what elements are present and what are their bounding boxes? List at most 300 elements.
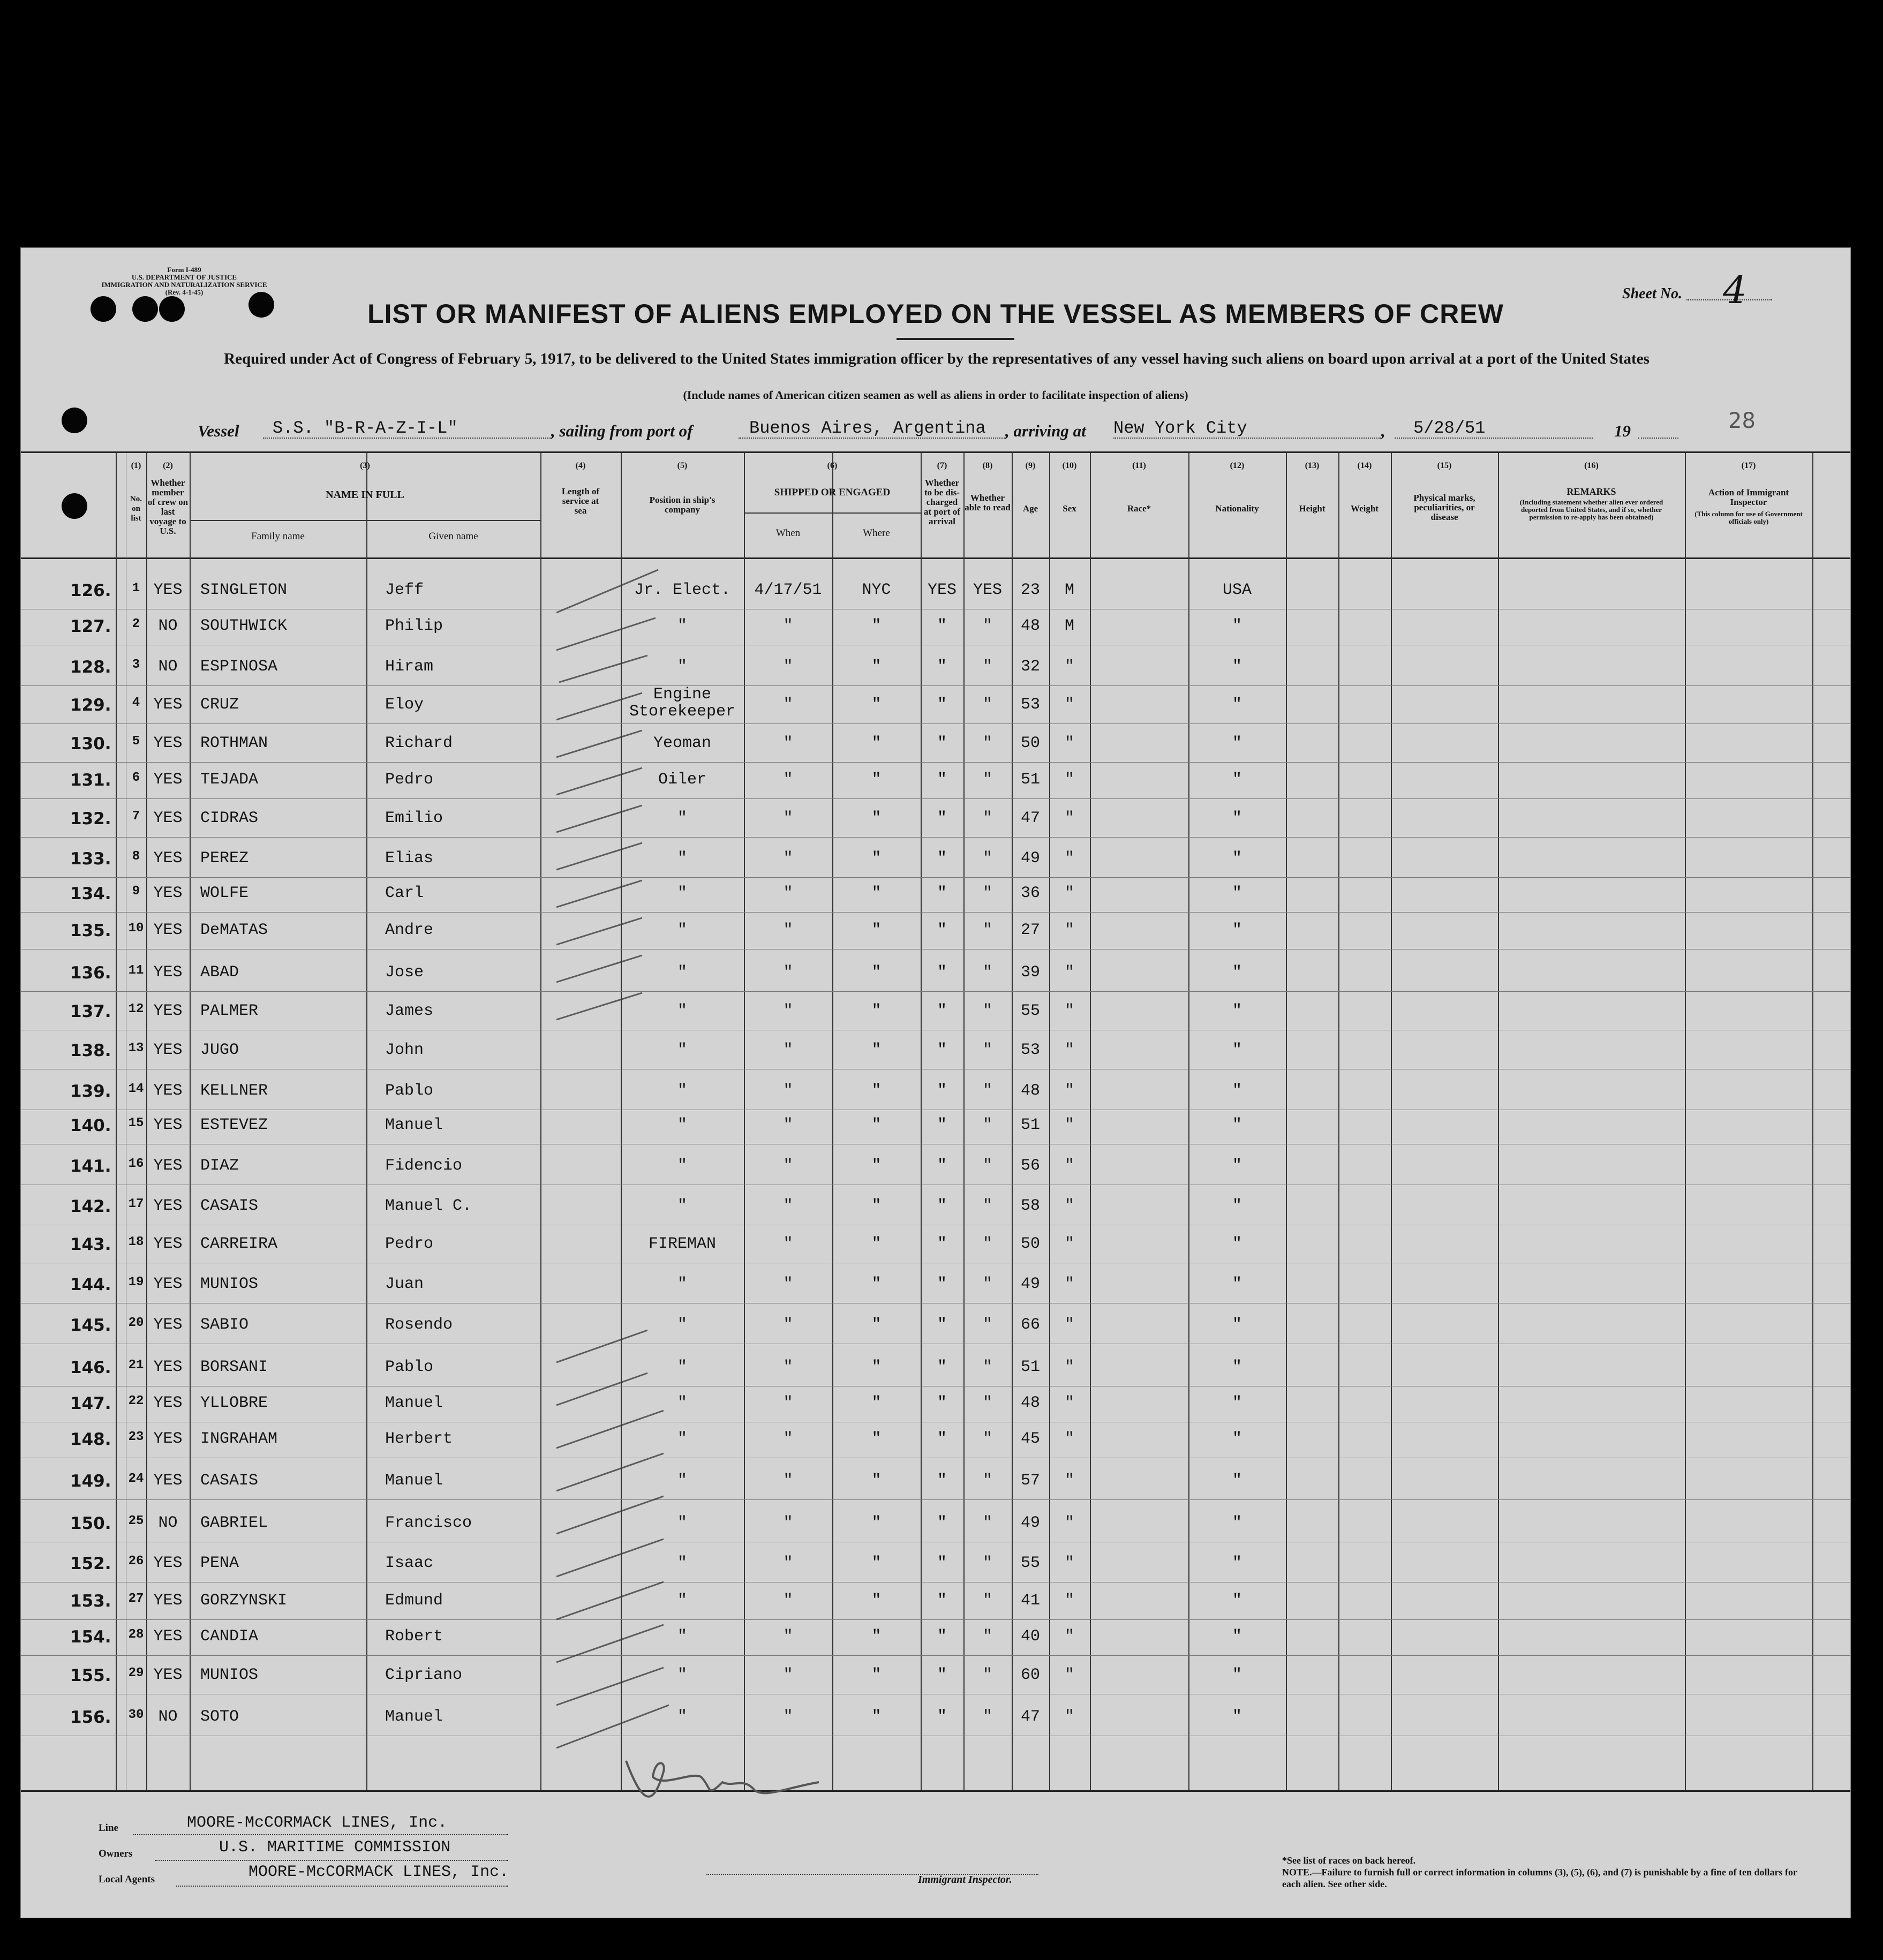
list-prefix: 141. [70, 1157, 111, 1176]
shipped-where-cell: " [871, 1157, 882, 1175]
row-number: 9 [132, 884, 140, 899]
shipped-where-cell: " [871, 1116, 882, 1134]
age-cell: 48 [1020, 1394, 1040, 1412]
col11-header: Race* [1127, 503, 1151, 514]
column-divider [1090, 453, 1091, 1790]
discharge-cell: " [937, 1592, 947, 1610]
row-number: 12 [128, 1002, 144, 1016]
shipped-when-cell: " [783, 734, 793, 752]
position-cell: Yeoman [653, 734, 712, 752]
given-name-cell: Fidencio [385, 1157, 463, 1175]
list-prefix: 138. [70, 1041, 111, 1060]
position-cell: " [677, 921, 687, 939]
position-cell: Jr. Elect. [634, 581, 731, 599]
list-prefix: 129. [70, 696, 111, 715]
sheet-number-label: Sheet No. [1622, 285, 1682, 302]
year-line [1638, 438, 1678, 439]
discharge-cell: " [937, 1197, 947, 1215]
col9-number: (9) [1025, 461, 1036, 470]
column-divider [1338, 453, 1339, 1790]
last-voyage-cell: YES [153, 1472, 183, 1490]
given-name-cell: Manuel [385, 1394, 443, 1412]
shipped-when-cell: " [783, 849, 793, 868]
nationality-cell: " [1232, 1514, 1242, 1532]
col3b-header: Given name [428, 531, 478, 542]
age-cell: 36 [1020, 884, 1040, 902]
discharge-cell: " [937, 696, 947, 714]
age-cell: 49 [1020, 849, 1040, 868]
position-cell: " [677, 809, 687, 827]
position-cell: Oiler [658, 771, 706, 789]
row-number: 8 [132, 849, 140, 864]
last-voyage-cell: YES [153, 1116, 183, 1134]
last-voyage-cell: YES [153, 1627, 183, 1646]
col1-number: (1) [131, 461, 141, 470]
list-prefix: 152. [70, 1554, 111, 1573]
col1-header: No. on list [130, 495, 142, 523]
age-cell: 53 [1020, 696, 1040, 714]
discharge-cell: " [937, 1002, 947, 1020]
page-title: LIST OR MANIFEST OF ALIENS EMPLOYED ON THE VESSEL AS MEMBERS OF CREW [367, 299, 1504, 329]
able-to-read-cell: " [982, 1514, 992, 1532]
punch-hole [62, 493, 87, 519]
sex-cell: " [1064, 1041, 1074, 1059]
shipped-where-cell: " [871, 1358, 882, 1376]
sex-cell: " [1064, 1197, 1074, 1215]
family-name-cell: PEREZ [200, 849, 249, 868]
family-name-cell: SINGLETON [200, 581, 288, 599]
list-prefix: 130. [70, 734, 111, 753]
discharge-cell: " [937, 1316, 947, 1334]
revision: (Rev. 4-1-45) [165, 288, 204, 296]
list-prefix: 126. [70, 581, 111, 600]
row-number: 3 [132, 658, 140, 672]
given-name-cell: Pedro [385, 771, 434, 789]
line-label: Line [99, 1822, 118, 1834]
col8-header: Whether able to read [965, 493, 1011, 512]
col14-header: Weight [1351, 503, 1379, 514]
shipped-where-cell: " [871, 771, 882, 789]
discharge-cell: " [937, 658, 947, 676]
family-name-cell: CARREIRA [200, 1235, 278, 1253]
last-voyage-cell: YES [153, 1235, 183, 1253]
position-cell: FIREMAN [648, 1235, 717, 1253]
able-to-read-cell: " [982, 1275, 992, 1293]
nationality-cell: " [1232, 884, 1242, 902]
shipped-where-cell: " [871, 884, 882, 902]
row-number: 21 [128, 1358, 144, 1373]
row-number: 30 [128, 1708, 144, 1722]
able-to-read-cell: " [982, 1627, 992, 1646]
shipped-when-cell: " [783, 1157, 793, 1175]
able-to-read-cell: " [982, 734, 992, 752]
family-name-cell: CRUZ [200, 696, 239, 714]
family-name-cell: ESTEVEZ [200, 1116, 268, 1134]
sex-cell: " [1064, 884, 1074, 902]
col2-header: Whether member of crew on last voyage to U.S. [147, 478, 189, 536]
shipped-when-cell: " [783, 1394, 793, 1412]
shipped-when-cell: " [783, 1472, 793, 1490]
col15-header: Physical marks, peculiarities, or disease [1413, 493, 1475, 522]
shipped-where-cell: " [871, 1627, 882, 1646]
shipped-where-cell: " [871, 921, 882, 939]
sex-cell: " [1064, 1235, 1074, 1253]
list-prefix: 156. [70, 1708, 111, 1727]
age-cell: 50 [1020, 1235, 1040, 1253]
last-voyage-cell: YES [153, 1275, 183, 1293]
family-name-cell: BORSANI [200, 1358, 268, 1376]
col14-number: (14) [1357, 461, 1372, 470]
age-cell: 39 [1020, 963, 1040, 982]
sex-cell: " [1064, 1627, 1074, 1646]
given-name-cell: Isaac [385, 1554, 434, 1572]
column-divider [1286, 453, 1287, 1790]
family-name-cell: SOTO [200, 1708, 239, 1726]
col17-header: Action of Immigrant Inspector [1708, 487, 1789, 507]
row-number: 13 [128, 1041, 144, 1056]
last-voyage-cell: YES [153, 771, 183, 789]
name-subheader-rule [190, 520, 540, 521]
last-voyage-cell: YES [153, 1082, 183, 1100]
list-prefix: 127. [70, 617, 111, 636]
nationality-cell: " [1232, 1235, 1242, 1253]
form-number: Form I-489 [167, 266, 201, 274]
shipped-subheader-rule [744, 512, 921, 514]
column-divider [366, 453, 367, 1790]
age-cell: 53 [1020, 1041, 1040, 1059]
shipped-where-cell: " [871, 1197, 882, 1215]
given-name-cell: Philip [385, 617, 443, 635]
family-name-cell: DIAZ [200, 1157, 239, 1175]
given-name-cell: Jeff [385, 581, 424, 599]
nationality-cell: " [1232, 1197, 1242, 1215]
shipped-where-cell: " [871, 1554, 882, 1572]
column-divider [1498, 453, 1499, 1790]
shipped-when-cell: " [783, 696, 793, 714]
vessel-label: Vessel [198, 421, 239, 440]
date-stamp: 28 [1728, 409, 1756, 433]
shipped-when-cell: " [783, 963, 793, 982]
shipped-when-cell: " [783, 1316, 793, 1334]
family-name-cell: ROTHMAN [200, 734, 268, 752]
sex-cell: " [1064, 849, 1074, 868]
owners-name: U.S. MARITIME COMMISSION [219, 1838, 451, 1857]
shipped-when-cell: 4/17/51 [754, 581, 822, 599]
family-name-cell: DeMATAS [200, 921, 268, 939]
col9-header: Age [1022, 503, 1038, 514]
sex-cell: " [1064, 1316, 1074, 1334]
given-name-cell: Richard [385, 734, 453, 752]
position-cell: " [677, 1666, 687, 1684]
last-voyage-cell: YES [153, 1041, 183, 1059]
sex-cell: " [1064, 1514, 1074, 1532]
last-voyage-cell: YES [153, 1197, 183, 1215]
shipped-when-cell: " [783, 1592, 793, 1610]
given-name-cell: Cipriano [385, 1666, 463, 1684]
shipped-where-cell: " [871, 1082, 882, 1100]
given-name-cell: Pablo [385, 1082, 434, 1100]
row-rule [21, 837, 1850, 838]
nationality-cell: " [1232, 1116, 1242, 1134]
position-cell: " [677, 1592, 687, 1610]
list-prefix: 132. [70, 809, 111, 828]
shipped-when-cell: " [783, 1358, 793, 1376]
able-to-read-cell: " [982, 1041, 992, 1059]
position-cell: Engine Storekeeper [629, 685, 736, 721]
nationality-cell: " [1232, 1316, 1242, 1334]
given-name-cell: Robert [385, 1627, 443, 1646]
col13-header: Height [1299, 503, 1325, 514]
age-cell: 32 [1020, 658, 1040, 676]
punch-hole [62, 408, 87, 433]
last-voyage-cell: YES [153, 849, 183, 868]
age-cell: 49 [1020, 1514, 1040, 1532]
able-to-read-cell: " [982, 1430, 992, 1448]
last-voyage-cell: YES [153, 1358, 183, 1376]
given-name-cell: Manuel [385, 1472, 443, 1490]
row-number: 22 [128, 1394, 144, 1408]
nationality-cell: " [1232, 1666, 1242, 1684]
discharge-cell: YES [927, 581, 956, 599]
col3a-header: Family name [251, 531, 305, 542]
shipped-when-cell: " [783, 771, 793, 789]
given-name-cell: Manuel [385, 1116, 443, 1134]
age-cell: 60 [1020, 1666, 1040, 1684]
last-voyage-cell: YES [153, 921, 183, 939]
position-cell: " [677, 1472, 687, 1490]
col17-number: (17) [1741, 461, 1756, 470]
sex-cell: " [1064, 1666, 1074, 1684]
age-cell: 41 [1020, 1592, 1040, 1610]
age-cell: 49 [1020, 1275, 1040, 1293]
sex-cell: " [1064, 809, 1074, 827]
col16-number: (16) [1584, 461, 1599, 470]
shipped-when-cell: " [783, 1197, 793, 1215]
sex-cell: " [1064, 963, 1074, 982]
last-voyage-cell: NO [158, 658, 178, 676]
position-cell: " [677, 1430, 687, 1448]
list-prefix: 140. [70, 1116, 111, 1135]
age-cell: 47 [1020, 1708, 1040, 1726]
list-prefix: 148. [70, 1430, 111, 1449]
col3-number: (3) [360, 461, 370, 470]
col10-number: (10) [1062, 461, 1077, 470]
col17-subheader: (This column for use of Government officials only) [1694, 510, 1803, 525]
family-name-cell: TEJADA [200, 771, 259, 789]
last-voyage-cell: YES [153, 1666, 183, 1684]
shipped-when-cell: " [783, 809, 793, 827]
discharge-cell: " [937, 1157, 947, 1175]
given-name-cell: Elias [385, 849, 434, 868]
given-name-cell: Herbert [385, 1430, 453, 1448]
row-rule [21, 685, 1850, 686]
col11-number: (11) [1132, 461, 1146, 470]
last-voyage-cell: YES [153, 581, 183, 599]
given-name-cell: Rosendo [385, 1316, 453, 1334]
shipped-where-cell: " [871, 809, 882, 827]
age-cell: 45 [1020, 1430, 1040, 1448]
family-name-cell: PALMER [200, 1002, 259, 1020]
shipped-when-cell: " [783, 1514, 793, 1532]
col8-number: (8) [982, 461, 993, 470]
col16-subheader: (Including statement whether alien ever ordered deported from United States, and if so, whether permission to re-apply has been obtained) [1519, 498, 1663, 521]
col3-header: NAME IN FULL [326, 489, 404, 501]
sex-cell: " [1064, 696, 1074, 714]
age-cell: 51 [1020, 1358, 1040, 1376]
able-to-read-cell: " [982, 696, 992, 714]
family-name-cell: CANDIA [200, 1627, 259, 1646]
family-name-cell: WOLFE [200, 884, 249, 902]
line-name: MOORE-McCORMACK LINES, Inc. [187, 1814, 448, 1832]
list-prefix: 150. [70, 1514, 111, 1533]
discharge-cell: " [937, 1514, 947, 1532]
family-name-cell: JUGO [200, 1041, 239, 1059]
arrival-port: New York City [1113, 418, 1247, 438]
col6a-header: When [775, 527, 801, 539]
col13-number: (13) [1305, 461, 1320, 470]
able-to-read-cell: " [982, 1197, 992, 1215]
given-name-cell: Jose [385, 963, 424, 982]
shipped-when-cell: " [783, 1627, 793, 1646]
discharge-cell: " [937, 1627, 947, 1646]
nationality-cell: " [1232, 617, 1242, 635]
position-cell: " [677, 1082, 687, 1100]
discharge-cell: " [937, 734, 947, 752]
able-to-read-cell: " [982, 963, 992, 982]
row-rule [21, 1655, 1850, 1656]
last-voyage-cell: YES [153, 1394, 183, 1412]
nationality-cell: USA [1222, 581, 1252, 599]
list-prefix: 144. [70, 1275, 111, 1294]
discharge-cell: " [937, 809, 947, 827]
nationality-cell: " [1232, 771, 1242, 789]
shipped-where-cell: " [871, 849, 882, 868]
family-name-cell: YLLOBRE [200, 1394, 268, 1412]
nationality-cell: " [1232, 1592, 1242, 1610]
row-number: 16 [128, 1157, 144, 1171]
shipped-where-cell: " [871, 1316, 882, 1334]
list-prefix: 131. [70, 771, 111, 790]
nationality-cell: " [1232, 1627, 1242, 1646]
sex-cell: " [1064, 1082, 1074, 1100]
row-number: 19 [128, 1275, 144, 1290]
list-prefix: 142. [70, 1197, 111, 1216]
shipped-where-cell: " [871, 1041, 882, 1059]
list-prefix: 146. [70, 1358, 111, 1377]
table-top-rule [21, 451, 1850, 453]
owners-rule [155, 1860, 508, 1861]
sailing-label: , sailing from port of [551, 421, 693, 440]
shipped-where-cell: " [871, 1592, 882, 1610]
col6-header: SHIPPED OR ENGAGED [774, 487, 891, 498]
column-divider [116, 453, 117, 1790]
col5-number: (5) [677, 461, 688, 470]
col12-number: (12) [1230, 461, 1245, 470]
shipped-when-cell: " [783, 1275, 793, 1293]
inspector-label: Immigrant Inspector. [918, 1874, 1012, 1886]
able-to-read-cell: " [982, 1592, 992, 1610]
row-number: 10 [128, 921, 144, 936]
position-cell: " [677, 1316, 687, 1334]
age-cell: 51 [1020, 771, 1040, 789]
last-voyage-cell: YES [153, 1316, 183, 1334]
able-to-read-cell: " [982, 1002, 992, 1020]
row-number: 6 [132, 771, 140, 785]
last-voyage-cell: YES [153, 734, 183, 752]
last-voyage-cell: YES [153, 963, 183, 982]
row-rule [21, 798, 1850, 799]
family-name-cell: SOUTHWICK [200, 617, 288, 635]
position-cell: " [677, 1275, 687, 1293]
col4-number: (4) [575, 461, 586, 470]
owners-label: Owners [99, 1848, 133, 1859]
nationality-cell: " [1232, 1472, 1242, 1490]
last-voyage-cell: YES [153, 1157, 183, 1175]
family-name-cell: PENA [200, 1554, 239, 1572]
discharge-cell: " [937, 921, 947, 939]
row-number: 18 [128, 1235, 144, 1249]
departure-port: Buenos Aires, Argentina [749, 418, 986, 438]
nationality-cell: " [1232, 963, 1242, 982]
list-prefix: 133. [70, 849, 111, 869]
sex-cell: " [1064, 658, 1074, 676]
shipped-where-cell: " [871, 1430, 882, 1448]
row-rule [21, 723, 1850, 724]
able-to-read-cell: " [982, 1666, 992, 1684]
sheet-number: 4 [1723, 268, 1747, 312]
nationality-cell: " [1232, 1002, 1242, 1020]
penalty-note: NOTE.—Failure to furnish full or correct information in columns (3), (5), (6), and (7) is punishable by a fine of ten dollars for each alien. See other side. [1282, 1867, 1797, 1889]
shipped-when-cell: " [783, 1235, 793, 1253]
shipped-when-cell: " [783, 1002, 793, 1020]
row-rule [21, 877, 1850, 878]
list-prefix: 128. [70, 658, 111, 677]
row-number: 7 [132, 809, 140, 824]
given-name-cell: Francisco [385, 1514, 472, 1532]
nationality-cell: " [1232, 696, 1242, 714]
year-prefix: 19 [1614, 421, 1631, 440]
given-name-cell: Juan [385, 1275, 424, 1293]
age-cell: 27 [1020, 921, 1040, 939]
discharge-cell: " [937, 617, 947, 635]
nationality-cell: " [1232, 1708, 1242, 1726]
able-to-read-cell: " [982, 1554, 992, 1572]
col16-header: REMARKS [1566, 486, 1616, 497]
footer-note [1282, 1855, 1807, 1890]
position-cell: " [677, 849, 687, 868]
shipped-where-cell: " [871, 734, 882, 752]
shipped-where-cell: " [871, 1708, 882, 1726]
able-to-read-cell: " [982, 1157, 992, 1175]
page-subtitle: Required under Act of Congress of February 5, 1917, to be delivered to the United States immigration officer by the representatives of any vessel having such aliens on board upon arrival at a port of the United States [224, 350, 1649, 367]
row-number: 27 [128, 1592, 144, 1606]
age-cell: 48 [1020, 617, 1040, 635]
list-prefix: 155. [70, 1666, 111, 1685]
family-name-cell: INGRAHAM [200, 1430, 278, 1448]
able-to-read-cell: " [982, 849, 992, 868]
manifest-sheet [20, 247, 1851, 1918]
service: IMMIGRATION AND NATURALIZATION SERVICE [101, 281, 267, 289]
sex-cell: " [1064, 1358, 1074, 1376]
family-name-cell: ESPINOSA [200, 658, 278, 676]
able-to-read-cell: " [982, 1116, 992, 1134]
shipped-when-cell: " [783, 617, 793, 635]
position-cell: " [677, 1394, 687, 1412]
last-voyage-cell: YES [153, 1554, 183, 1572]
family-name-cell: SABIO [200, 1316, 249, 1334]
list-prefix: 153. [70, 1592, 111, 1611]
shipped-when-cell: " [783, 1430, 793, 1448]
